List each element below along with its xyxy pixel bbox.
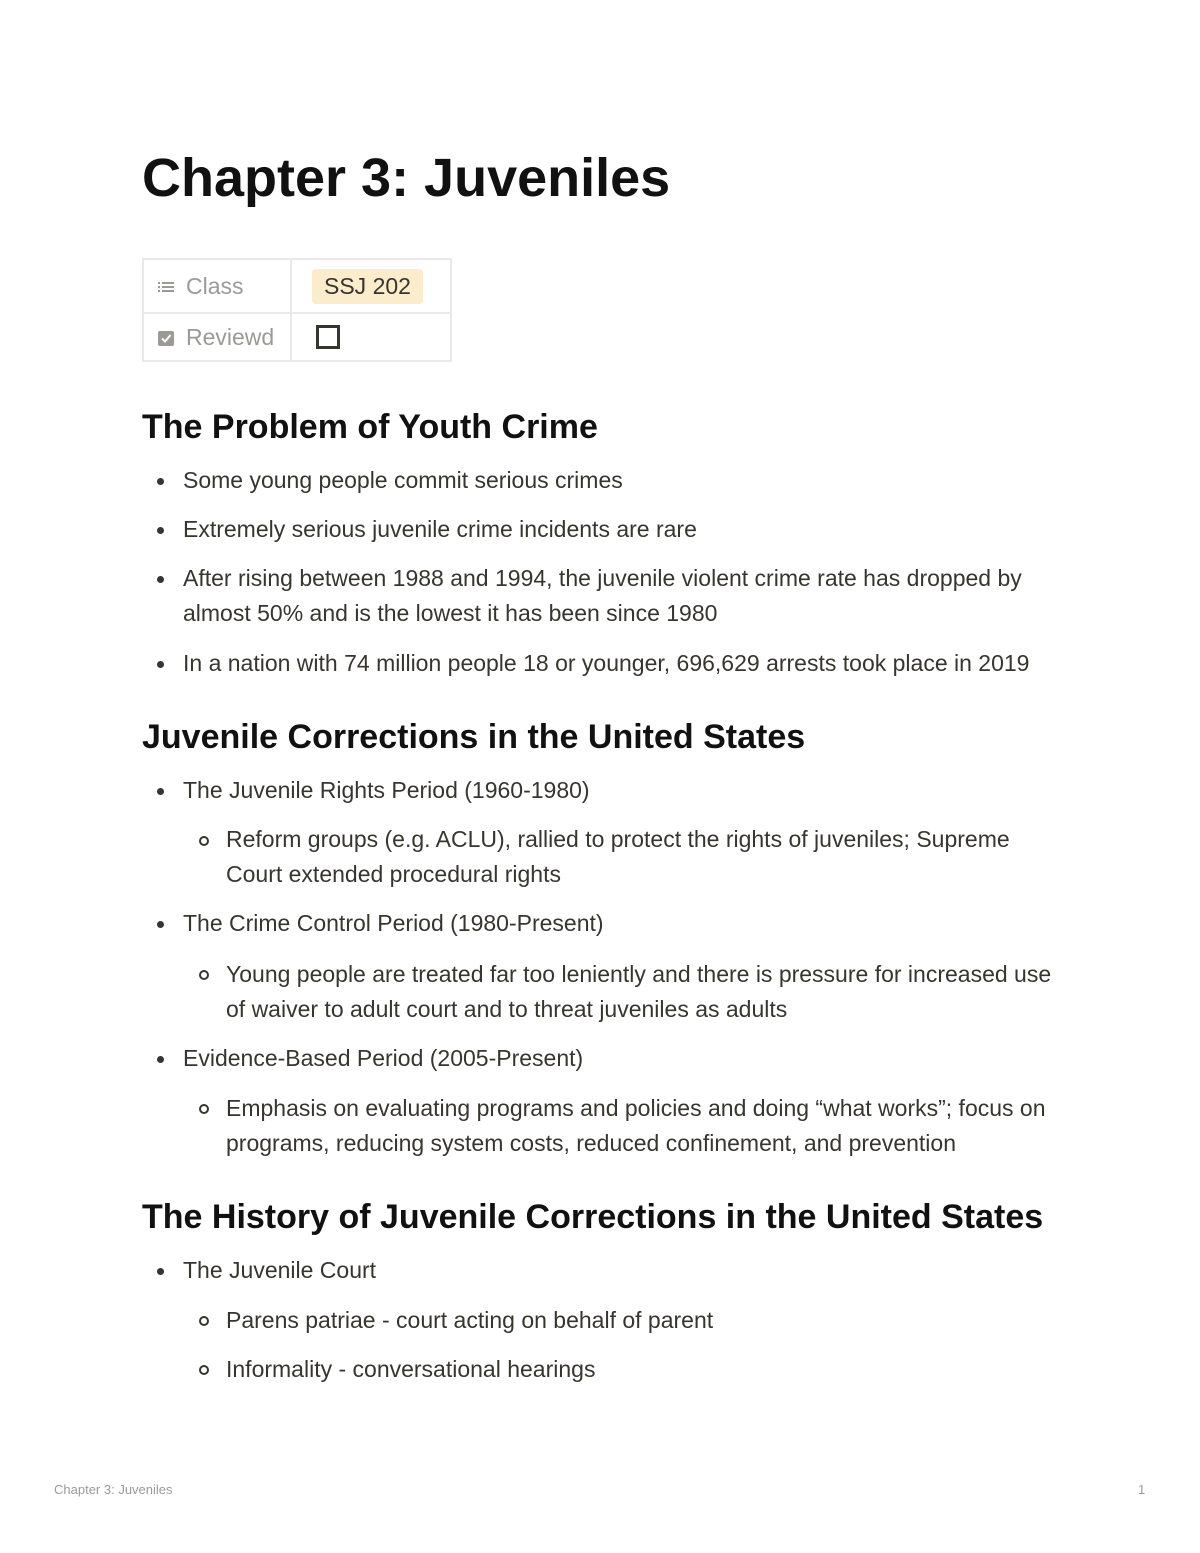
properties-table: [142, 258, 452, 362]
property-row-reviewed: [143, 313, 451, 361]
bullet-icon: [157, 661, 164, 668]
property-row-class: [143, 259, 451, 313]
list-item: The Crime Control Period (1980-Present): [183, 910, 604, 936]
sub-bullet-icon: [199, 1316, 209, 1326]
reviewed-checkbox[interactable]: [316, 325, 340, 349]
sub-list-item: Parens patriae - court acting on behalf of parent: [226, 1307, 714, 1333]
bullet-icon: [157, 576, 164, 583]
section-heading: Juvenile Corrections in the United States: [142, 718, 806, 756]
bullet-icon: [157, 788, 164, 795]
list-item: Some young people commit serious crimes: [183, 467, 623, 493]
bullet-icon: [157, 1056, 164, 1063]
bullet-icon: [157, 1268, 164, 1275]
list-item: Extremely serious juvenile crime incidents are rare: [183, 516, 697, 542]
sub-list-item: Emphasis on evaluating programs and policies and doing “what works”; focus on programs, reducing system costs, reduced confinement, and prevention: [226, 1095, 1046, 1156]
sub-bullet-icon: [199, 1365, 209, 1375]
page-title: Chapter 3: Juveniles: [142, 148, 671, 208]
list-item: After rising between 1988 and 1994, the juvenile violent crime rate has dropped by almost 50% and is the lowest it has been since 1980: [183, 565, 1022, 626]
class-tag[interactable]: SSJ 202: [312, 269, 423, 304]
checkbox-property-icon: [156, 327, 176, 347]
section-heading: The History of Juvenile Corrections in the United States: [142, 1198, 1044, 1236]
sub-list-item: Reform groups (e.g. ACLU), rallied to protect the rights of juveniles; Supreme Court extended procedural rights: [226, 826, 1010, 887]
sub-list-item: Informality - conversational hearings: [226, 1356, 596, 1382]
list-item: The Juvenile Rights Period (1960-1980): [183, 777, 590, 803]
bullet-icon: [157, 527, 164, 534]
class-property-label: Class: [186, 272, 244, 299]
section-heading: The Problem of Youth Crime: [142, 408, 598, 446]
list-item: In a nation with 74 million people 18 or younger, 696,629 arrests took place in 2019: [183, 650, 1030, 676]
footer-title: Chapter 3: Juveniles: [54, 1482, 173, 1497]
reviewed-property-label: Reviewd: [186, 323, 275, 350]
list-item: The Juvenile Court: [183, 1257, 377, 1283]
list-item: Evidence-Based Period (2005-Present): [183, 1045, 584, 1071]
list-icon: [156, 276, 176, 296]
bullet-icon: [157, 921, 164, 928]
bullet-icon: [157, 478, 164, 485]
page-number: 1: [1138, 1482, 1146, 1497]
sub-bullet-icon: [199, 970, 209, 980]
sub-bullet-icon: [199, 836, 209, 846]
sub-list-item: Young people are treated far too leniently and there is pressure for increased use of waiver to adult court and to threat juveniles as adults: [226, 961, 1052, 1022]
sub-bullet-icon: [199, 1104, 209, 1114]
